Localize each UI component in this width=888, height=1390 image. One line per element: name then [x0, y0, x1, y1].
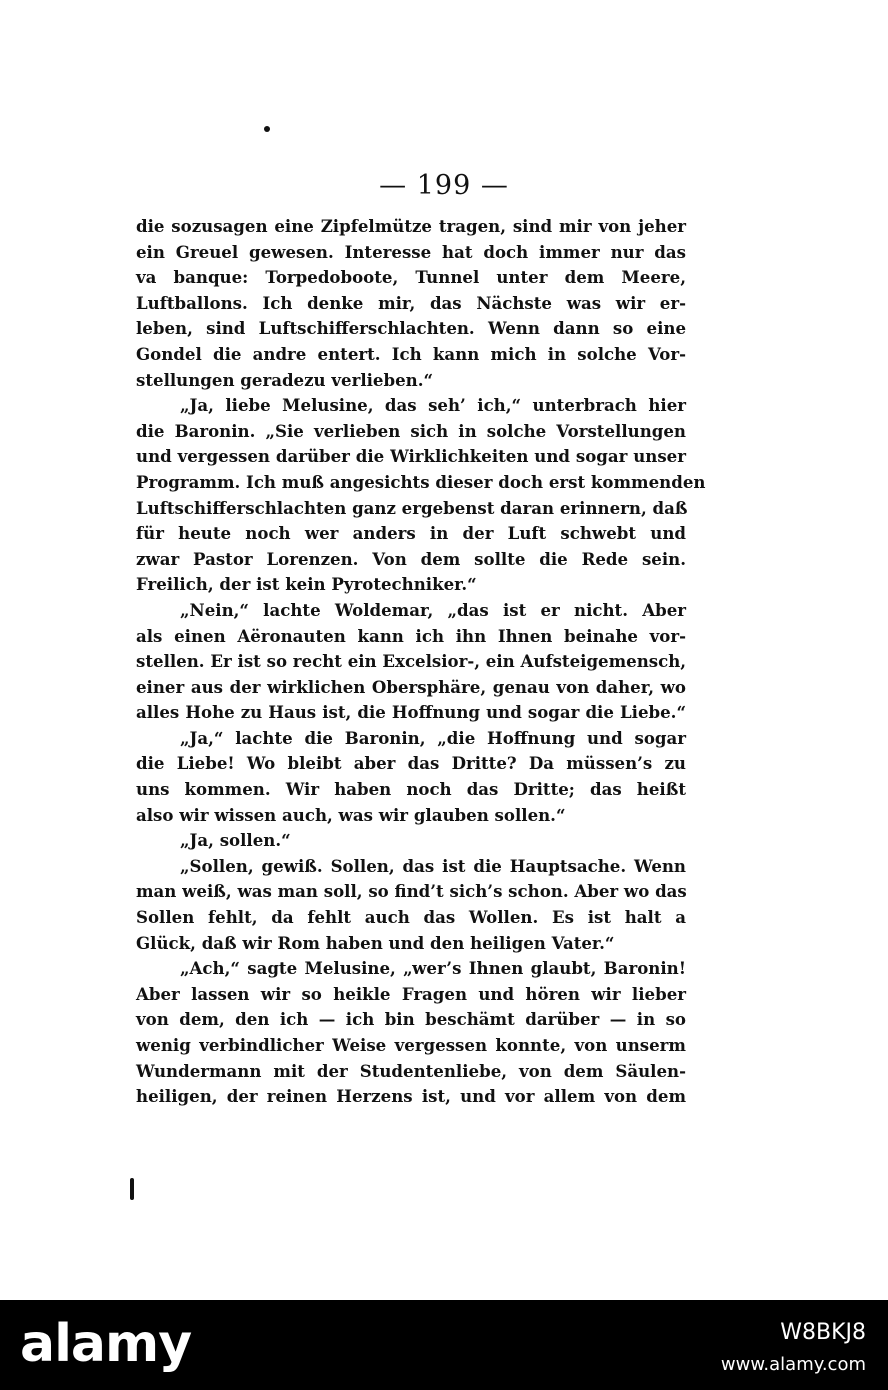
text-line: „Sollen, gewiß. Sollen, das ist die Hauptsache. Wenn [180, 855, 686, 876]
text-line: Wundermann mit der Studentenliebe, von dem Säulen- [136, 1060, 686, 1081]
text-line: zwar Pastor Lorenzen. Von dem sollte die Rede sein. [136, 548, 686, 569]
text-line: „Ach,“ sagte Melusine, „wer’s Ihnen glaubt, Baronin! [180, 958, 686, 979]
text-line: va banque: Torpedoboote, Tunnel unter dem Meere, [136, 267, 686, 288]
text-line: die sozusagen eine Zipfelmütze tragen, sind mir von jeher [136, 216, 686, 236]
text-line: wenig verbindlicher Weise vergessen konnte, von unserm [136, 1035, 686, 1055]
text-line: Gondel die andre entert. Ich kann mich in solche Vor- [136, 343, 686, 364]
text-line: die Baronin. „Sie verlieben sich in solche Vorstellungen [136, 420, 686, 441]
text-line: Freilich, der ist kein Pyrotechniker.“ [136, 574, 477, 595]
text-line: Programm. Ich muß angesichts dieser doch erst kommenden [136, 471, 706, 492]
ink-speck-bottom [130, 1178, 134, 1200]
body-text [136, 214, 706, 1110]
text-line: leben, sind Luftschifferschlachten. Wenn dann so eine [136, 318, 686, 339]
text-line: und vergessen darüber die Wirklichkeiten und sogar unser [136, 446, 686, 467]
ink-speck-top [264, 126, 270, 132]
text-line: Luftballons. Ich denke mir, das Nächste was wir er- [136, 292, 686, 313]
text-line: heiligen, der reinen Herzens ist, und vor allem von dem [136, 1086, 686, 1107]
text-line: „Nein,“ lachte Woldemar, „das ist er nicht. Aber [180, 599, 686, 620]
text-line: stellungen geradezu verlieben.“ [136, 369, 434, 390]
text-line: „Ja, liebe Melusine, das seh’ ich,“ unterbrach hier [180, 395, 686, 416]
text-line: Luftschifferschlachten ganz ergebenst daran erinnern, daß [136, 497, 688, 518]
text-line: für heute noch wer anders in der Luft schwebt und [136, 523, 686, 544]
site-url: www.alamy.com [720, 1354, 866, 1375]
text-line: die Liebe! Wo bleibt aber das Dritte? Da müssen’s zu [136, 753, 686, 774]
text-line: „Ja, sollen.“ [180, 830, 291, 851]
text-line: also wir wissen auch, was wir glauben sollen.“ [136, 804, 566, 825]
text-line: man weiß, was man soll, so find’t sich’s schon. Aber wo das [136, 881, 687, 902]
brand-logo: alamy [20, 1314, 192, 1374]
text-line: alles Hohe zu Haus ist, die Hoffnung und sogar die Liebe.“ [136, 702, 686, 723]
text-line: „Ja,“ lachte die Baronin, „die Hoffnung und sogar [180, 727, 686, 748]
text-line: einer aus der wirklichen Obersphäre, genau von daher, wo [136, 676, 686, 697]
text-line: Glück, daß wir Rom haben und den heiligen Vater.“ [136, 932, 615, 953]
watermark-footer [0, 1300, 888, 1390]
text-line: Sollen fehlt, da fehlt auch das Wollen. Es ist halt a [136, 907, 686, 928]
text-line: stellen. Er ist so recht ein Excelsior-, ein Aufsteigemensch, [136, 651, 687, 672]
text-line: ein Greuel gewesen. Interesse hat doch immer nur das [136, 241, 686, 262]
text-line: Aber lassen wir so heikle Fragen und hören wir lieber [136, 983, 686, 1004]
text-line: als einen Aëronauten kann ich ihn Ihnen beinahe vor- [136, 625, 686, 646]
page-number: — 199 — [379, 170, 509, 201]
text-line: von dem, den ich — ich bin beschämt darüber — in so [136, 1009, 686, 1030]
text-line: uns kommen. Wir haben noch das Dritte; das heißt [136, 779, 686, 800]
image-id: W8BKJ8 [780, 1320, 866, 1345]
